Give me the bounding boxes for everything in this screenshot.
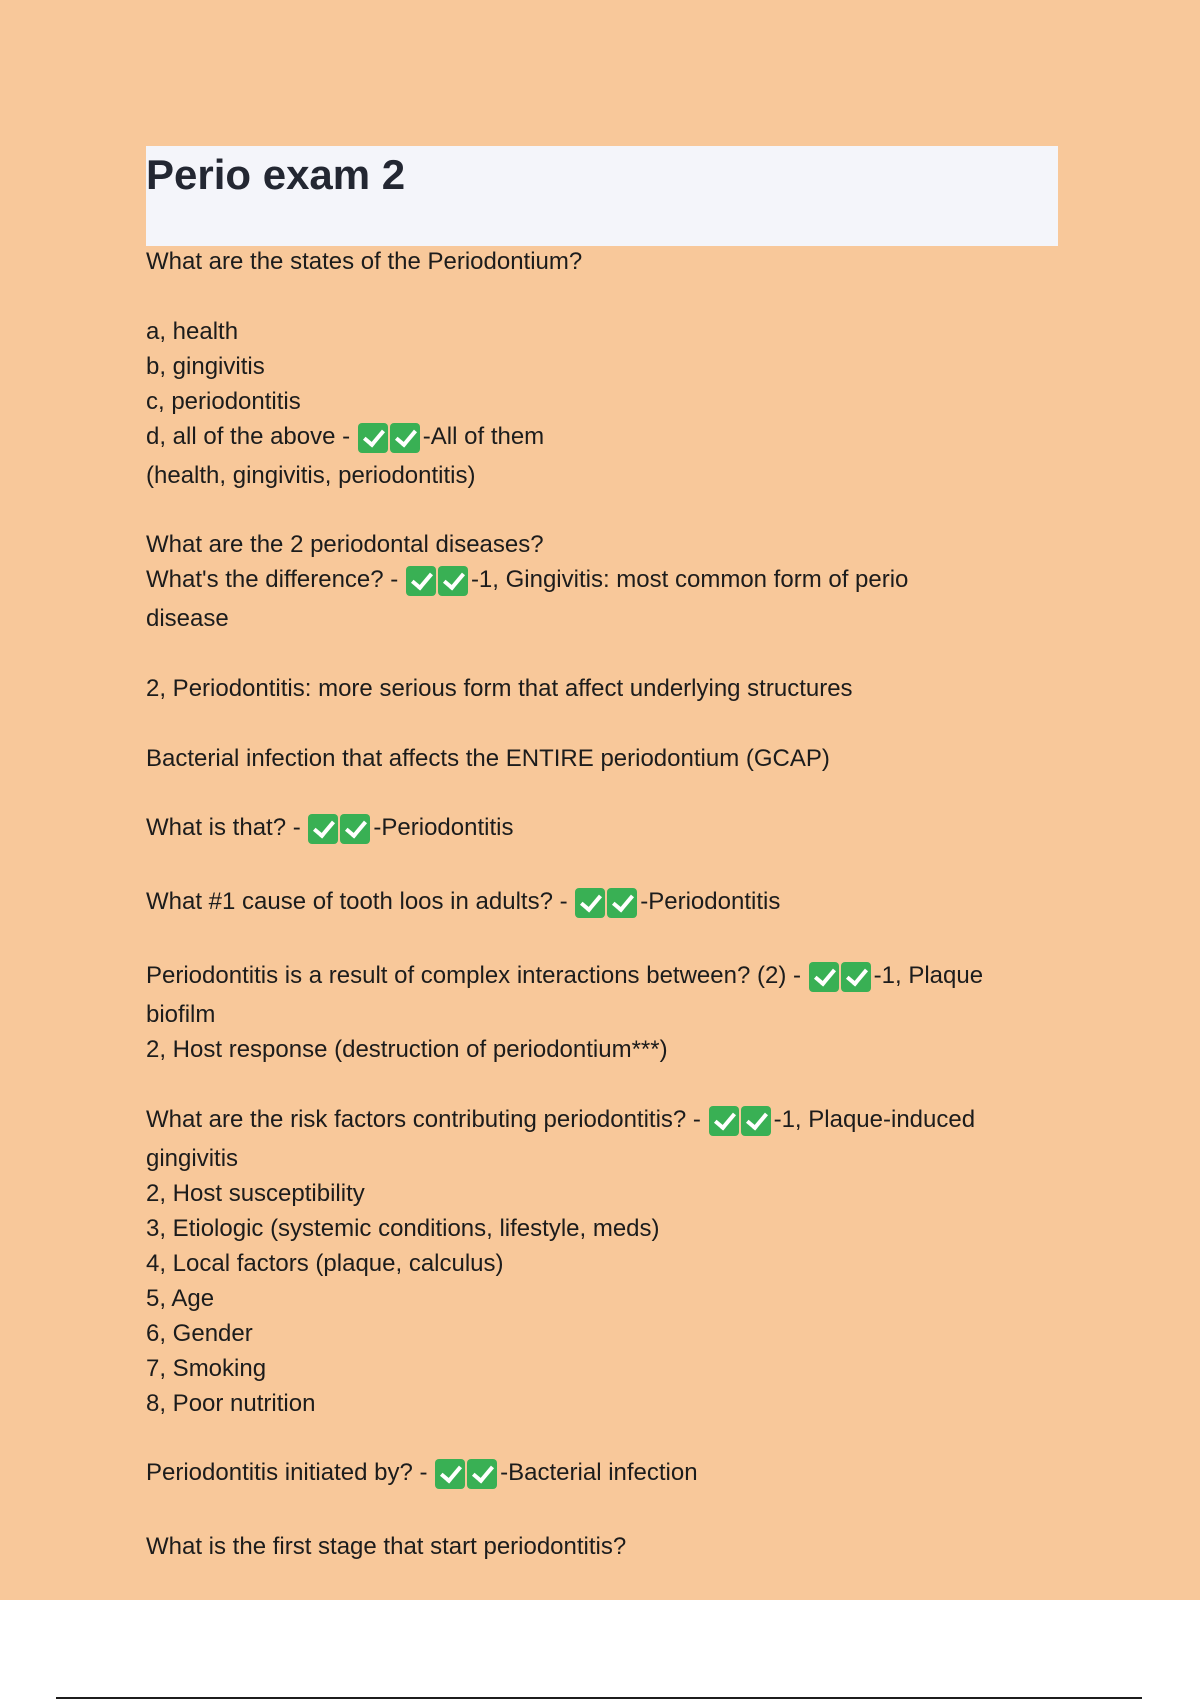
question-line: What are the 2 periodontal diseases? (146, 531, 544, 559)
double-green-check-icon (709, 1106, 773, 1141)
answer-line: Periodontitis is a result of complex interactions between? (2) - -1, Plaque (146, 958, 1076, 997)
answer-line: What's the difference? - -1, Gingivitis: most common form of perio (146, 562, 1076, 601)
text-line: gingivitis (146, 1144, 239, 1172)
list-item: 7, Smoking (146, 1354, 267, 1382)
page-title: Perio exam 2 (146, 151, 406, 198)
double-green-check-icon (809, 962, 873, 997)
answer-line: What is that? - -Periodontitis (146, 810, 1076, 849)
answer-line: d, all of the above - -All of them (146, 419, 1076, 458)
option-line: b, gingivitis (146, 352, 265, 380)
title-banner (146, 146, 1058, 246)
list-item: 8, Poor nutrition (146, 1389, 316, 1417)
text-line: disease (146, 605, 229, 633)
footer-divider (56, 1697, 1142, 1699)
double-green-check-icon (308, 814, 372, 849)
double-green-check-icon (406, 566, 470, 601)
text-line: 2, Host response (destruction of periodontium***) (146, 1035, 668, 1063)
text-line: 2, Periodontitis: more serious form that affect underlying structures (146, 675, 853, 703)
list-item: 4, Local factors (plaque, calculus) (146, 1249, 504, 1277)
answer-line: What #1 cause of tooth loos in adults? - -Periodontitis (146, 884, 1076, 923)
text-line: biofilm (146, 1000, 216, 1028)
list-item: 3, Etiologic (systemic conditions, lifestyle, meds) (146, 1214, 660, 1242)
text-line: (health, gingivitis, periodontitis) (146, 461, 476, 489)
list-item: 5, Age (146, 1284, 215, 1312)
question-line: What are the states of the Periodontium? (146, 248, 583, 275)
answer-line: Periodontitis initiated by? - -Bacterial infection (146, 1455, 1076, 1494)
double-green-check-icon (435, 1459, 499, 1494)
list-item: 2, Host susceptibility (146, 1179, 365, 1207)
question-line: Bacterial infection that affects the ENTIRE periodontium (GCAP) (146, 744, 830, 772)
double-green-check-icon (575, 888, 639, 923)
list-item: 6, Gender (146, 1319, 253, 1347)
question-line: What is the first stage that start periodontitis? (146, 1532, 627, 1560)
answer-line: What are the risk factors contributing periodontitis? - -1, Plaque-induced (146, 1102, 1076, 1141)
double-green-check-icon (358, 423, 422, 458)
option-line: c, periodontitis (146, 387, 301, 415)
option-line: a, health (146, 317, 239, 345)
flashcard-content (146, 244, 1076, 1564)
